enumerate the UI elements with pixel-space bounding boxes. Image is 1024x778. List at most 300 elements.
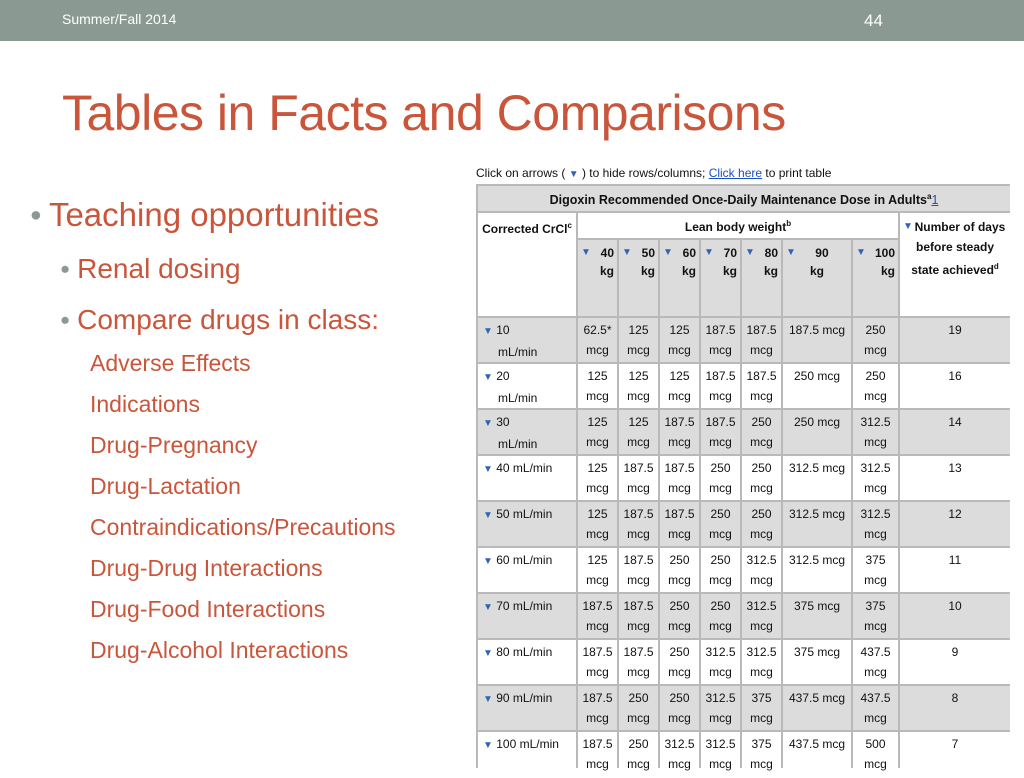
dose-cell: [578, 594, 617, 638]
table-row: [478, 594, 1010, 638]
crcl-row-label[interactable]: [478, 548, 576, 592]
dose-unit: mcg: [627, 389, 650, 404]
dose-value: 250: [865, 323, 886, 338]
dose-cell: [742, 502, 781, 546]
dose-value: 437.5: [860, 691, 891, 706]
dose-cell: [742, 364, 781, 408]
days-cell: 9: [900, 640, 1010, 684]
triangle-down-icon[interactable]: ▼: [483, 464, 493, 476]
dose-value: 187.5: [582, 737, 613, 752]
dose-cell: [619, 502, 658, 546]
dose-unit: mcg: [864, 343, 887, 358]
days-cell: 14: [900, 410, 1010, 454]
dose-cell: [660, 640, 699, 684]
dose-value: 250 mcg: [793, 369, 841, 384]
table-caption: [478, 186, 1010, 211]
crcl-row-label[interactable]: [478, 686, 576, 730]
dose-cell: [619, 686, 658, 730]
dose-unit: mcg: [709, 527, 732, 542]
triangle-down-icon[interactable]: ▼: [483, 326, 493, 338]
dose-unit: mcg: [627, 757, 650, 772]
dose-value: 250: [751, 507, 772, 522]
triangle-down-icon[interactable]: ▼: [704, 247, 714, 259]
crcl-row-label[interactable]: [478, 410, 576, 454]
dose-cell: [853, 410, 898, 454]
triangle-down-icon[interactable]: ▼: [483, 510, 493, 522]
dose-cell: [783, 502, 851, 546]
dose-cell: [619, 594, 658, 638]
dose-cell: [619, 548, 658, 592]
dose-unit: mcg: [668, 619, 691, 634]
dose-cell: [701, 548, 740, 592]
days-column-header[interactable]: [900, 213, 1010, 316]
dose-value: 375: [865, 553, 886, 568]
dose-value: 312.5: [860, 415, 891, 430]
table-title: Digoxin Recommended Once-Daily Maintenance Dose in Adults: [549, 193, 927, 208]
crcl-unit: mL/min: [498, 345, 538, 360]
dose-unit: mcg: [668, 343, 691, 358]
term-label: Summer/Fall 2014: [62, 11, 177, 27]
dose-unit: mcg: [668, 481, 691, 496]
dose-cell: [701, 594, 740, 638]
dose-unit: mcg: [668, 711, 691, 726]
dose-unit: mcg: [864, 757, 887, 772]
triangle-down-icon[interactable]: ▼: [483, 740, 493, 752]
list-item: Contraindications/Precautions: [90, 514, 396, 540]
weight-column-header[interactable]: [701, 240, 740, 316]
dose-value: 187.5: [664, 415, 695, 430]
triangle-down-icon[interactable]: ▼: [483, 418, 493, 430]
crcl-unit: mL/min: [498, 391, 538, 406]
table-row: [478, 732, 1010, 776]
days-cell: 7: [900, 732, 1010, 776]
dose-unit: mcg: [627, 573, 650, 588]
lbw-header-text: Lean body weight: [684, 220, 787, 235]
bullet-text: Teaching opportunities: [48, 196, 380, 233]
crcl-value: 90 mL/min: [496, 691, 553, 706]
dose-unit: mcg: [627, 343, 650, 358]
dose-value: 125: [587, 553, 608, 568]
dose-value: 312.5 mcg: [788, 553, 846, 568]
dose-cell: [742, 318, 781, 362]
triangle-down-icon: ▼: [568, 169, 579, 180]
bullet-dot-icon: ●: [30, 204, 42, 227]
list-item: Drug-Alcohol Interactions: [90, 637, 349, 663]
dose-value: 437.5: [860, 645, 891, 660]
dose-unit: mcg: [627, 435, 650, 450]
dose-unit: mcg: [864, 527, 887, 542]
dose-cell: [578, 410, 617, 454]
list-item: Drug-Food Interactions: [90, 596, 326, 622]
dose-value: 187.5: [664, 507, 695, 522]
crcl-value: 70 mL/min: [496, 599, 553, 614]
dose-value: 62.5*: [583, 323, 612, 338]
crcl-row-label[interactable]: [478, 732, 576, 776]
dose-cell: [701, 732, 740, 776]
weight-column-header[interactable]: [853, 240, 898, 316]
dose-value: 250: [628, 737, 649, 752]
dose-value: 187.5 mcg: [788, 323, 846, 338]
crcl-column-header: [478, 213, 576, 316]
dose-value: 375: [751, 737, 772, 752]
triangle-down-icon[interactable]: ▼: [786, 247, 796, 259]
dose-unit: mcg: [750, 435, 773, 450]
dose-cell: [853, 364, 898, 408]
triangle-down-icon[interactable]: ▼: [663, 247, 673, 259]
crcl-value: 40 mL/min: [496, 461, 553, 476]
list-item: Drug-Lactation: [90, 473, 241, 499]
dose-unit: mcg: [750, 711, 773, 726]
dose-unit: mcg: [750, 757, 773, 772]
dose-value: 187.5: [705, 369, 736, 384]
dose-cell: [578, 640, 617, 684]
days-cell: 12: [900, 502, 1010, 546]
weight-value: 80: [764, 246, 778, 261]
dose-cell: [742, 456, 781, 500]
crcl-header-text: Corrected CrCl: [482, 222, 568, 237]
dose-value: 187.5: [623, 599, 654, 614]
dose-value: 250: [710, 599, 731, 614]
dose-value: 187.5: [746, 323, 777, 338]
dose-value: 250: [751, 461, 772, 476]
days-cell: 11: [900, 548, 1010, 592]
dose-unit: mcg: [668, 573, 691, 588]
weight-unit: kg: [599, 264, 614, 279]
slide-header-bar: [0, 0, 1024, 41]
dose-value: 125: [587, 369, 608, 384]
dose-value: 250: [751, 415, 772, 430]
dose-value: 125: [669, 323, 690, 338]
dose-cell: [578, 548, 617, 592]
weight-column-header[interactable]: [742, 240, 781, 316]
dose-unit: mcg: [709, 481, 732, 496]
dose-value: 125: [628, 323, 649, 338]
dose-unit: mcg: [668, 665, 691, 680]
dose-cell: [578, 456, 617, 500]
triangle-down-icon[interactable]: ▼: [745, 247, 755, 259]
reference-link[interactable]: 1: [931, 193, 939, 208]
crcl-value: 80 mL/min: [496, 645, 553, 660]
crcl-value: 10: [496, 323, 510, 338]
dose-value: 375 mcg: [793, 599, 841, 614]
lean-body-weight-header: [578, 213, 898, 238]
dose-unit: mcg: [750, 481, 773, 496]
dose-unit: mcg: [864, 389, 887, 404]
weight-value: 40: [600, 246, 614, 261]
sub-bullet-text: Compare drugs in class:: [77, 304, 380, 335]
dose-value: 187.5: [705, 323, 736, 338]
page-number: 44: [864, 11, 883, 30]
dose-unit: mcg: [586, 527, 609, 542]
dose-unit: mcg: [864, 665, 887, 680]
dose-value: 125: [587, 461, 608, 476]
dose-value: 312.5: [705, 691, 736, 706]
dose-value: 312.5: [705, 645, 736, 660]
footnote-b: b: [786, 219, 792, 229]
dose-value: 125: [628, 369, 649, 384]
dose-cell: [619, 640, 658, 684]
days-cell: 10: [900, 594, 1010, 638]
crcl-value: 100 mL/min: [496, 737, 559, 752]
dose-cell: [742, 640, 781, 684]
dose-value: 312.5 mcg: [788, 461, 846, 476]
dose-value: 312.5: [664, 737, 695, 752]
sub-bullet-renal: [60, 253, 241, 285]
weight-unit: kg: [880, 264, 895, 279]
list-item: Indications: [90, 391, 200, 417]
dose-value: 250: [628, 691, 649, 706]
triangle-down-icon[interactable]: ▼: [483, 556, 493, 568]
dose-cell: [701, 456, 740, 500]
dose-value: 250 mcg: [793, 415, 841, 430]
table-instructions: [476, 166, 831, 180]
dose-cell: [701, 318, 740, 362]
crcl-unit: mL/min: [498, 437, 538, 452]
dose-cell: [578, 502, 617, 546]
dose-cell: [660, 732, 699, 776]
dose-cell: [742, 594, 781, 638]
dose-unit: mcg: [668, 435, 691, 450]
dose-value: 250: [710, 507, 731, 522]
table-row: [478, 640, 1010, 684]
weight-value: 60: [682, 246, 696, 261]
table-row: [478, 410, 1010, 454]
dose-value: 187.5: [664, 461, 695, 476]
dose-unit: mcg: [586, 573, 609, 588]
dose-value: 312.5 mcg: [788, 507, 846, 522]
dose-unit: mcg: [627, 481, 650, 496]
crcl-row-label[interactable]: [478, 640, 576, 684]
dose-value: 187.5: [623, 645, 654, 660]
dose-cell: [783, 364, 851, 408]
dose-value: 312.5: [746, 599, 777, 614]
dose-unit: mcg: [586, 435, 609, 450]
dose-unit: mcg: [750, 389, 773, 404]
dose-unit: mcg: [750, 343, 773, 358]
list-item: Drug-Pregnancy: [90, 432, 258, 458]
dose-cell: [742, 410, 781, 454]
table-row: [478, 548, 1010, 592]
dose-cell: [853, 318, 898, 362]
table-row: [478, 502, 1010, 546]
dose-cell: [701, 502, 740, 546]
dose-cell: [701, 410, 740, 454]
dose-cell: [619, 364, 658, 408]
weight-value: 50: [641, 246, 655, 261]
dose-unit: mcg: [586, 481, 609, 496]
dose-unit: mcg: [709, 619, 732, 634]
dose-value: 250: [669, 599, 690, 614]
crcl-row-label[interactable]: [478, 364, 576, 408]
table-row: [478, 318, 1010, 362]
dose-unit: mcg: [750, 573, 773, 588]
crcl-row-label[interactable]: [478, 594, 576, 638]
triangle-down-icon[interactable]: ▼: [856, 247, 866, 259]
dose-cell: [701, 640, 740, 684]
weight-value: 90: [815, 246, 829, 261]
weight-column-header[interactable]: [578, 240, 617, 316]
dose-value: 312.5: [705, 737, 736, 752]
days-cell: 8: [900, 686, 1010, 730]
dose-cell: [660, 364, 699, 408]
dose-cell: [853, 502, 898, 546]
dose-cell: [619, 732, 658, 776]
dose-value: 125: [587, 507, 608, 522]
dose-value: 375 mcg: [793, 645, 841, 660]
dose-unit: mcg: [627, 619, 650, 634]
dose-cell: [742, 686, 781, 730]
list-item: Adverse Effects: [90, 350, 251, 376]
list-item: Drug-Drug Interactions: [90, 555, 323, 581]
dose-value: 312.5: [746, 553, 777, 568]
dose-unit: mcg: [750, 665, 773, 680]
dose-unit: mcg: [709, 435, 732, 450]
dose-value: 375: [751, 691, 772, 706]
dose-unit: mcg: [709, 573, 732, 588]
dose-cell: [853, 594, 898, 638]
dose-unit: mcg: [586, 343, 609, 358]
dose-cell: [660, 410, 699, 454]
dose-cell: [783, 456, 851, 500]
footnote-c: c: [567, 221, 572, 231]
dose-value: 250: [710, 461, 731, 476]
sub-bullet-text: Renal dosing: [77, 253, 241, 284]
dose-cell: [578, 318, 617, 362]
dose-value: 312.5: [746, 645, 777, 660]
dose-unit: mcg: [709, 389, 732, 404]
footnote-d: d: [993, 262, 999, 272]
weight-column-header[interactable]: [660, 240, 699, 316]
bullet-dot-icon: ●: [60, 258, 71, 278]
dose-value: 187.5: [746, 369, 777, 384]
weight-unit: kg: [640, 264, 655, 279]
digoxin-dose-table: [476, 184, 1012, 778]
bullet-dot-icon: ●: [60, 309, 71, 329]
dose-cell: [578, 732, 617, 776]
dose-cell: [783, 548, 851, 592]
weight-value: 100: [874, 246, 895, 261]
dose-value: 250: [669, 691, 690, 706]
dose-cell: [660, 502, 699, 546]
dose-value: 375: [865, 599, 886, 614]
dose-unit: mcg: [627, 665, 650, 680]
triangle-down-icon[interactable]: ▼: [903, 221, 913, 233]
crcl-row-label[interactable]: [478, 318, 576, 362]
dose-cell: [853, 548, 898, 592]
days-cell: 19: [900, 318, 1010, 362]
dose-value: 187.5: [623, 461, 654, 476]
dose-value: 125: [669, 369, 690, 384]
dose-cell: [578, 364, 617, 408]
instruction-prefix: Click on arrows (: [476, 166, 566, 180]
dose-value: 187.5: [623, 507, 654, 522]
dose-value: 500: [865, 737, 886, 752]
days-cell: 13: [900, 456, 1010, 500]
crcl-value: 50 mL/min: [496, 507, 553, 522]
sub-bullet-compare: [60, 304, 379, 336]
triangle-down-icon[interactable]: ▼: [483, 372, 493, 384]
weight-column-header[interactable]: [783, 240, 851, 316]
dosing-table-container: [476, 184, 1010, 772]
crcl-row-label[interactable]: [478, 456, 576, 500]
weight-unit: kg: [681, 264, 696, 279]
dose-unit: mcg: [750, 527, 773, 542]
footnote-a: a: [926, 192, 932, 201]
dose-value: 250: [710, 553, 731, 568]
dose-value: 125: [628, 415, 649, 430]
dose-cell: [660, 686, 699, 730]
dose-cell: [619, 318, 658, 362]
dose-unit: mcg: [864, 573, 887, 588]
triangle-down-icon[interactable]: ▼: [483, 602, 493, 614]
dose-unit: mcg: [586, 619, 609, 634]
dose-unit: mcg: [668, 757, 691, 772]
instruction-mid: ) to hide rows/columns;: [581, 166, 706, 180]
print-table-link[interactable]: Click here: [708, 166, 763, 180]
dose-unit: mcg: [864, 481, 887, 496]
dose-cell: [660, 594, 699, 638]
dose-value: 125: [587, 415, 608, 430]
bullet-teaching: [30, 196, 379, 234]
dose-value: 312.5: [860, 507, 891, 522]
weight-column-header[interactable]: [619, 240, 658, 316]
instruction-suffix: to print table: [765, 166, 832, 180]
triangle-down-icon[interactable]: ▼: [622, 247, 632, 259]
days-header-text: Number of days before steady state achieved: [911, 220, 1006, 278]
dose-cell: [783, 594, 851, 638]
dose-cell: [783, 640, 851, 684]
dose-unit: mcg: [627, 711, 650, 726]
dose-unit: mcg: [586, 389, 609, 404]
dose-cell: [619, 456, 658, 500]
table-row: [478, 456, 1010, 500]
triangle-down-icon[interactable]: ▼: [483, 648, 493, 660]
crcl-value: 30: [496, 415, 510, 430]
dose-value: 437.5 mcg: [788, 691, 846, 706]
dose-unit: mcg: [586, 711, 609, 726]
crcl-row-label[interactable]: [478, 502, 576, 546]
weight-unit: kg: [809, 264, 824, 279]
dose-unit: mcg: [627, 527, 650, 542]
table-row: [478, 364, 1010, 408]
dose-value: 250: [669, 645, 690, 660]
dose-cell: [742, 732, 781, 776]
dose-cell: [660, 318, 699, 362]
dose-unit: mcg: [709, 711, 732, 726]
dose-value: 250: [669, 553, 690, 568]
dose-unit: mcg: [864, 435, 887, 450]
dose-value: 187.5: [705, 415, 736, 430]
table-row: [478, 686, 1010, 730]
dose-cell: [660, 548, 699, 592]
dose-cell: [853, 686, 898, 730]
dose-unit: mcg: [709, 757, 732, 772]
dose-cell: [701, 686, 740, 730]
dose-unit: mcg: [668, 527, 691, 542]
triangle-down-icon[interactable]: ▼: [581, 247, 591, 259]
dose-value: 187.5: [582, 645, 613, 660]
dose-cell: [783, 732, 851, 776]
dose-value: 437.5 mcg: [788, 737, 846, 752]
dose-cell: [853, 640, 898, 684]
dose-cell: [783, 686, 851, 730]
dose-unit: mcg: [750, 619, 773, 634]
dose-cell: [701, 364, 740, 408]
dose-value: 250: [865, 369, 886, 384]
dose-value: 312.5: [860, 461, 891, 476]
triangle-down-icon[interactable]: ▼: [483, 694, 493, 706]
crcl-value: 60 mL/min: [496, 553, 553, 568]
